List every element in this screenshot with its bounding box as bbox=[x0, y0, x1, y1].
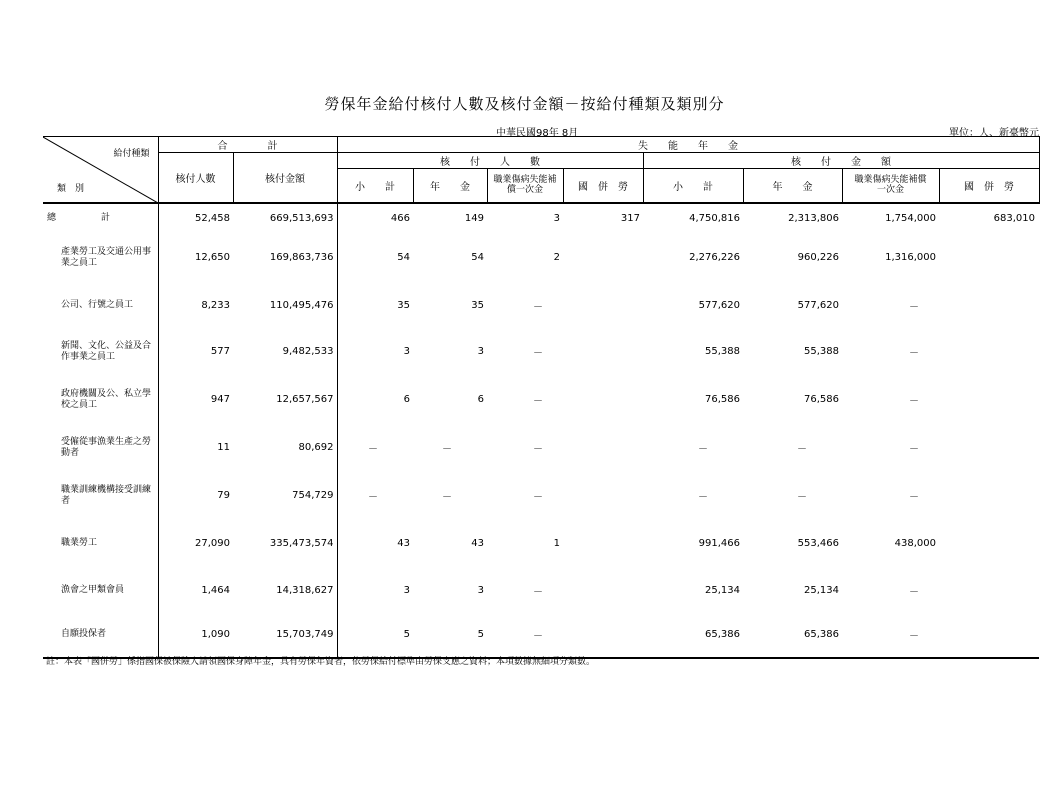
cell-value bbox=[939, 520, 1039, 568]
cell-value bbox=[563, 283, 643, 328]
row-label: 總 計 bbox=[43, 203, 158, 233]
cell-value: 335,473,574 bbox=[233, 520, 337, 568]
cell-value: 12,650 bbox=[195, 252, 230, 263]
period-label: 中華民國98年 8月 bbox=[496, 128, 579, 139]
cell-value: 76,586 bbox=[705, 394, 740, 405]
cell-value bbox=[563, 472, 643, 520]
table-row bbox=[43, 376, 1039, 424]
row-label: 政府機關及公、私立學校之員工 bbox=[43, 376, 158, 424]
cell-value: 438,000 bbox=[894, 538, 936, 549]
cell-value bbox=[939, 424, 1039, 472]
cell-value: － bbox=[442, 492, 452, 503]
cell-value: 12,657,567 bbox=[233, 376, 337, 424]
cell-value: 6 bbox=[477, 394, 484, 405]
cell-value: 149 bbox=[464, 212, 484, 224]
row-label: 漁會之甲類會員 bbox=[43, 568, 158, 613]
header-total: 合 計 bbox=[158, 137, 337, 153]
row-label: 自願投保者 bbox=[43, 613, 158, 658]
cell-value: 110,495,476 bbox=[233, 283, 337, 328]
cell-value: － bbox=[533, 396, 543, 407]
cell-value: 2 bbox=[553, 252, 560, 263]
row-label: 公司、行號之員工 bbox=[43, 283, 158, 328]
table-row bbox=[43, 613, 1039, 658]
cell-value bbox=[939, 472, 1039, 520]
cell-value: － bbox=[368, 492, 378, 503]
cell-value: － bbox=[698, 492, 708, 503]
corner-top-label: 給付種類 bbox=[113, 149, 150, 159]
cell-value: 55,388 bbox=[705, 346, 740, 357]
cell-value: 3 bbox=[403, 346, 410, 357]
cell-value: 11 bbox=[217, 442, 230, 453]
table-header bbox=[43, 137, 1039, 203]
header-amount-group: 核 付 金 額 bbox=[643, 153, 1039, 169]
table-row bbox=[43, 283, 1039, 328]
cell-value bbox=[563, 613, 643, 658]
table-row bbox=[43, 568, 1039, 613]
cell-value: 15,703,749 bbox=[233, 613, 337, 658]
cell-value bbox=[939, 233, 1039, 283]
cell-value: － bbox=[533, 348, 543, 359]
cell-value: 3 bbox=[553, 212, 560, 224]
cell-value: 1,090 bbox=[158, 613, 233, 658]
cell-value: － bbox=[368, 444, 378, 455]
header-amount-subtotal: 小 計 bbox=[643, 169, 743, 203]
cell-value: 9,482,533 bbox=[233, 328, 337, 376]
cell-value: 52,458 bbox=[195, 212, 230, 224]
header-amount-concurrent: 國 併 勞 bbox=[939, 169, 1039, 203]
row-label: 產業勞工及交通公用事業之員工 bbox=[43, 233, 158, 283]
cell-value: 79 bbox=[217, 490, 230, 501]
cell-value: 577,620 bbox=[698, 299, 740, 311]
cell-value: － bbox=[909, 348, 919, 359]
cell-value: 8,233 bbox=[201, 299, 230, 311]
table-row bbox=[43, 424, 1039, 472]
cell-value: 754,729 bbox=[233, 472, 337, 520]
cell-value: 169,863,736 bbox=[233, 233, 337, 283]
cell-value: 1 bbox=[553, 538, 560, 549]
cell-value: 947 bbox=[210, 394, 230, 405]
header-people-subtotal: 小 計 bbox=[337, 169, 413, 203]
table-row bbox=[43, 328, 1039, 376]
row-label: 職業勞工 bbox=[43, 520, 158, 568]
cell-value: 43 bbox=[471, 538, 484, 549]
cell-value bbox=[939, 376, 1039, 424]
cell-value: 553,466 bbox=[797, 538, 839, 549]
row-label: 新聞、文化、公益及合作事業之員工 bbox=[43, 328, 158, 376]
cell-value: － bbox=[533, 586, 543, 598]
cell-value: 4,750,816 bbox=[689, 212, 740, 224]
cell-value: 35 bbox=[397, 299, 410, 311]
cell-value: 577 bbox=[210, 346, 230, 357]
header-people-annuity: 年 金 bbox=[413, 169, 487, 203]
header-total-amount: 核付金額 bbox=[233, 153, 337, 203]
cell-value bbox=[939, 568, 1039, 613]
cell-value: 317 bbox=[620, 212, 640, 224]
cell-value bbox=[563, 424, 643, 472]
cell-value bbox=[563, 376, 643, 424]
page-title: 勞保年金給付核付人數及核付金額－按給付種類及類別分 bbox=[324, 95, 725, 113]
cell-value bbox=[563, 568, 643, 613]
cell-value: 35 bbox=[471, 299, 484, 311]
cell-value: 27,090 bbox=[195, 538, 230, 549]
cell-value: 2,276,226 bbox=[689, 252, 740, 263]
header-amount-annuity: 年 金 bbox=[743, 169, 842, 203]
cell-value: 65,386 bbox=[643, 613, 743, 658]
cell-value: － bbox=[909, 492, 919, 503]
cell-value bbox=[939, 328, 1039, 376]
cell-value bbox=[563, 328, 643, 376]
cell-value bbox=[563, 520, 643, 568]
cell-value: 1,316,000 bbox=[885, 252, 936, 263]
footnote: 註：本表「國併勞」係指國保被保險人請領國保身障年金，具有勞保年資者，依勞保給付標準由勞保支應之資料；本項數據無細項分類數。 bbox=[46, 657, 596, 667]
table-body bbox=[43, 203, 1039, 658]
header-disability: 失 能 年 金 bbox=[337, 137, 1039, 153]
cell-value bbox=[563, 233, 643, 283]
header-people-group: 核 付 人 數 bbox=[337, 153, 643, 169]
cell-value: － bbox=[487, 613, 563, 658]
table-row bbox=[43, 203, 1039, 233]
cell-value: 1,754,000 bbox=[885, 212, 936, 224]
cell-value: － bbox=[698, 444, 708, 455]
cell-value: 991,466 bbox=[698, 538, 740, 549]
cell-value: － bbox=[797, 444, 807, 455]
cell-value: － bbox=[533, 492, 543, 503]
cell-value: 669,513,693 bbox=[233, 203, 337, 233]
cell-value bbox=[939, 283, 1039, 328]
cell-value: － bbox=[909, 586, 919, 598]
cell-value: 25,134 bbox=[804, 584, 839, 596]
cell-value: － bbox=[797, 492, 807, 503]
cell-value: 55,388 bbox=[804, 346, 839, 357]
cell-value: － bbox=[533, 301, 543, 313]
unit-label: 單位：人、新臺幣元 bbox=[949, 128, 1039, 139]
cell-value: 683,010 bbox=[993, 212, 1035, 224]
cell-value: 54 bbox=[397, 252, 410, 263]
corner-cell bbox=[43, 137, 158, 203]
cell-value: － bbox=[909, 396, 919, 407]
cell-value: 2,313,806 bbox=[788, 212, 839, 224]
row-label: 職業訓練機構接受訓練者 bbox=[43, 472, 158, 520]
cell-value: － bbox=[909, 301, 919, 313]
cell-value: 25,134 bbox=[705, 584, 740, 596]
data-table bbox=[43, 136, 1039, 659]
cell-value: 76,586 bbox=[804, 394, 839, 405]
cell-value: 3 bbox=[477, 584, 484, 596]
cell-value: 14,318,627 bbox=[233, 568, 337, 613]
cell-value: 3 bbox=[403, 584, 410, 596]
header-people-occupational: 職業傷病失能補償一次金 bbox=[487, 169, 563, 203]
cell-value: － bbox=[442, 444, 452, 455]
table-row bbox=[43, 233, 1039, 283]
cell-value: 3 bbox=[477, 346, 484, 357]
row-label: 受僱從事漁業生產之勞動者 bbox=[43, 424, 158, 472]
header-total-people: 核付人數 bbox=[158, 153, 233, 203]
cell-value: 1,464 bbox=[201, 584, 230, 596]
cell-value: 65,386 bbox=[743, 613, 842, 658]
cell-value: 577,620 bbox=[797, 299, 839, 311]
cell-value: 960,226 bbox=[797, 252, 839, 263]
cell-value bbox=[939, 613, 1039, 658]
header-people-concurrent: 國 併 勞 bbox=[563, 169, 643, 203]
cell-value: 466 bbox=[390, 212, 410, 224]
cell-value: 6 bbox=[403, 394, 410, 405]
cell-value: － bbox=[533, 444, 543, 455]
cell-value: 5 bbox=[413, 613, 487, 658]
table-row bbox=[43, 520, 1039, 568]
cell-value: 43 bbox=[397, 538, 410, 549]
header-amount-occupational: 職業傷病失能補償一次金 bbox=[842, 169, 939, 203]
cell-value: － bbox=[909, 444, 919, 455]
corner-bottom-label: 類 別 bbox=[57, 183, 85, 194]
cell-value: 5 bbox=[337, 613, 413, 658]
table-row bbox=[43, 472, 1039, 520]
cell-value: 54 bbox=[471, 252, 484, 263]
cell-value: － bbox=[842, 613, 939, 658]
cell-value: 80,692 bbox=[233, 424, 337, 472]
